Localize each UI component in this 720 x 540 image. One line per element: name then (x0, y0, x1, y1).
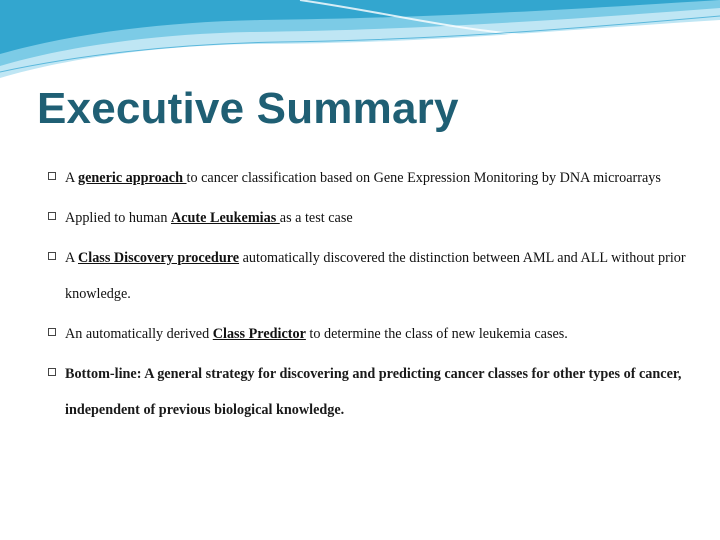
bullet-text: A generic approach to cancer classification based on Gene Expression Monitoring by DNA microarrays (65, 170, 661, 186)
bullet-marker-icon (48, 252, 56, 260)
bullet-item (48, 160, 688, 196)
bullet-marker-icon (48, 172, 56, 180)
bullet-marker-icon (48, 368, 56, 376)
bullet-marker-icon (48, 212, 56, 220)
slide-title: Executive Summary (37, 84, 459, 133)
header-wave-decoration (0, 0, 720, 90)
bullet-item (48, 240, 688, 312)
bullet-item (48, 200, 688, 236)
bullet-item-bottom-line (48, 356, 688, 428)
bullet-text: A Class Discovery procedure automatically discovered the distinction between AML and ALL without prior knowledge. (65, 250, 686, 302)
bullet-text: Bottom-line: A general strategy for discovering and predicting cancer classes for other types of cancer, independent of previous biological knowledge. (65, 366, 682, 418)
bullet-marker-icon (48, 328, 56, 336)
bullet-text: An automatically derived Class Predictor to determine the class of new leukemia cases. (65, 326, 568, 342)
bullet-text: Applied to human Acute Leukemias as a test case (65, 210, 353, 226)
bullet-item (48, 316, 688, 352)
bullet-list (48, 160, 688, 432)
